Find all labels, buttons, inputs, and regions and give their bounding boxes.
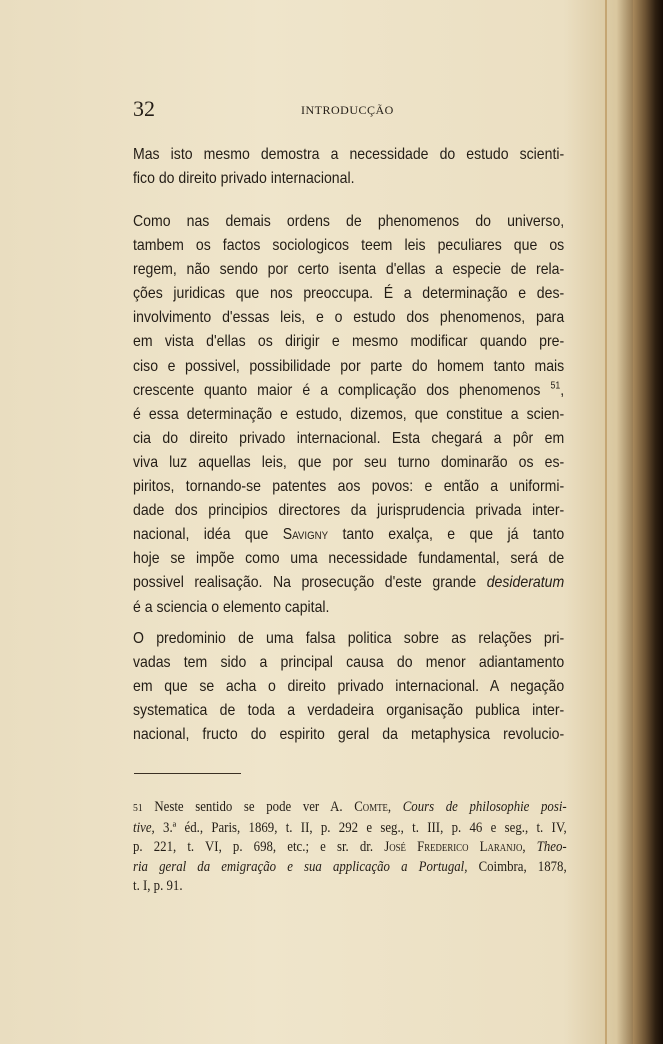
text-line: é a sciencia o elemento capital. [133,598,330,616]
text-line: hoje se impõe como uma necessidade fundamental, será de [133,550,565,568]
page-header [133,96,565,126]
text-segment: 3.ª éd., Paris, 1869, t. II, p. 292 e seg., t. III, p. 46 e seg., t. IV, [163,819,567,836]
paragraph-2 [133,210,564,620]
footnote-line [133,838,567,858]
author-name-laranjo: José Frederico Laranjo [384,839,523,855]
text-segment: p. 221, t. VI, p. 698, etc.; e sr. dr. [133,839,374,855]
paragraph-1 [133,143,564,191]
book-title: ria geral da emigração e sua applicação a Portugal, [133,858,468,875]
page-fold-line [605,0,607,1044]
text-line: systematica de toda a verdadeira organisação publica inter- [133,702,565,720]
text-line-with-term [133,571,564,595]
text-line: tambem os factos sociologicos teem leis peculiares que os [133,237,565,255]
text-line: em que se acha o direito privado internacional. A negação [133,678,565,696]
text-segment: tanto exalça, e que já tanto [342,526,565,544]
text-segment: Neste sentido se pode ver A. [154,799,343,815]
text-line-with-name [133,523,564,547]
text-segment: , [387,799,392,815]
text-line: nacional, fructo do espirito geral da metaphysica revolucio- [133,726,565,744]
text-line: O predominio de uma falsa politica sobre as relações pri- [133,630,565,647]
book-title: Cours de philosophie posi- [402,799,567,815]
book-title: Theo- [536,839,567,855]
footnote-line [133,858,567,878]
footnote-line: t. I, p. 91. [133,878,183,894]
text-line: fico do direito privado internacional. [133,170,355,188]
text-line: piritos, tornando-se patentes aos povos: e então a uniformi- [133,478,565,496]
text-line: regem, não sendo por certo isenta d'ellas a especie de rela- [133,261,565,279]
text-line: em vista d'ellas os dirigir e mesmo modificar quando pre- [133,333,565,351]
text-line: Mas isto mesmo demostra a necessidade do estudo scienti- [133,146,565,163]
running-title: INTRODUCÇÃO [301,103,394,117]
footnote-reference: 51 [550,380,561,392]
text-segment: , [522,839,526,855]
footnote-number: 51 [133,802,143,814]
page-number: 32 [133,96,155,121]
text-segment: possivel realisação. Na prosecução d'este grande [133,574,477,592]
text-segment: Coimbra, 1878, [478,858,567,875]
latin-term: desideratum [486,574,565,592]
author-name-savigny: Savigny [282,526,329,544]
text-line: Como nas demais ordens de phenomenos do universo, [133,213,565,230]
footnote-line [133,798,567,819]
text-line: cia do direito privado internacional. Esta chegará a pôr em [133,429,565,447]
book-title: tive, [133,819,155,836]
text-line: ções juridicas que nos preoccupa. É a determinação e des- [133,285,565,303]
footnote-separator [134,773,241,774]
author-name-comte: Comte [354,799,388,815]
text-line: involvimento d'essas leis, e o estudo dos phenomenos, para [133,309,565,327]
book-edge [633,0,663,1044]
text-segment: crescente quanto maior é a complicação dos phenomenos [133,381,541,399]
text-line: vadas tem sido a principal causa do menor adiantamento [133,654,565,672]
text-line: dade dos principios directores da jurisprudencia privada inter- [133,502,565,520]
text-segment: nacional, idéa que [133,526,269,544]
footnote-line [133,819,567,839]
text-line: viva luz aquellas leis, que por seu turno dominarão os es- [133,453,565,471]
footnote [133,798,567,897]
text-line: ciso e possivel, possibilidade por parte do homem tanto mais [133,357,565,375]
paragraph-3 [133,627,564,747]
text-line-with-note: crescente quanto maior é a complicação dos phenomenos $^{51}$, [133,380,565,399]
text-line: é essa determinação e estudo, dizemos, que constitue a scien- [133,405,565,423]
